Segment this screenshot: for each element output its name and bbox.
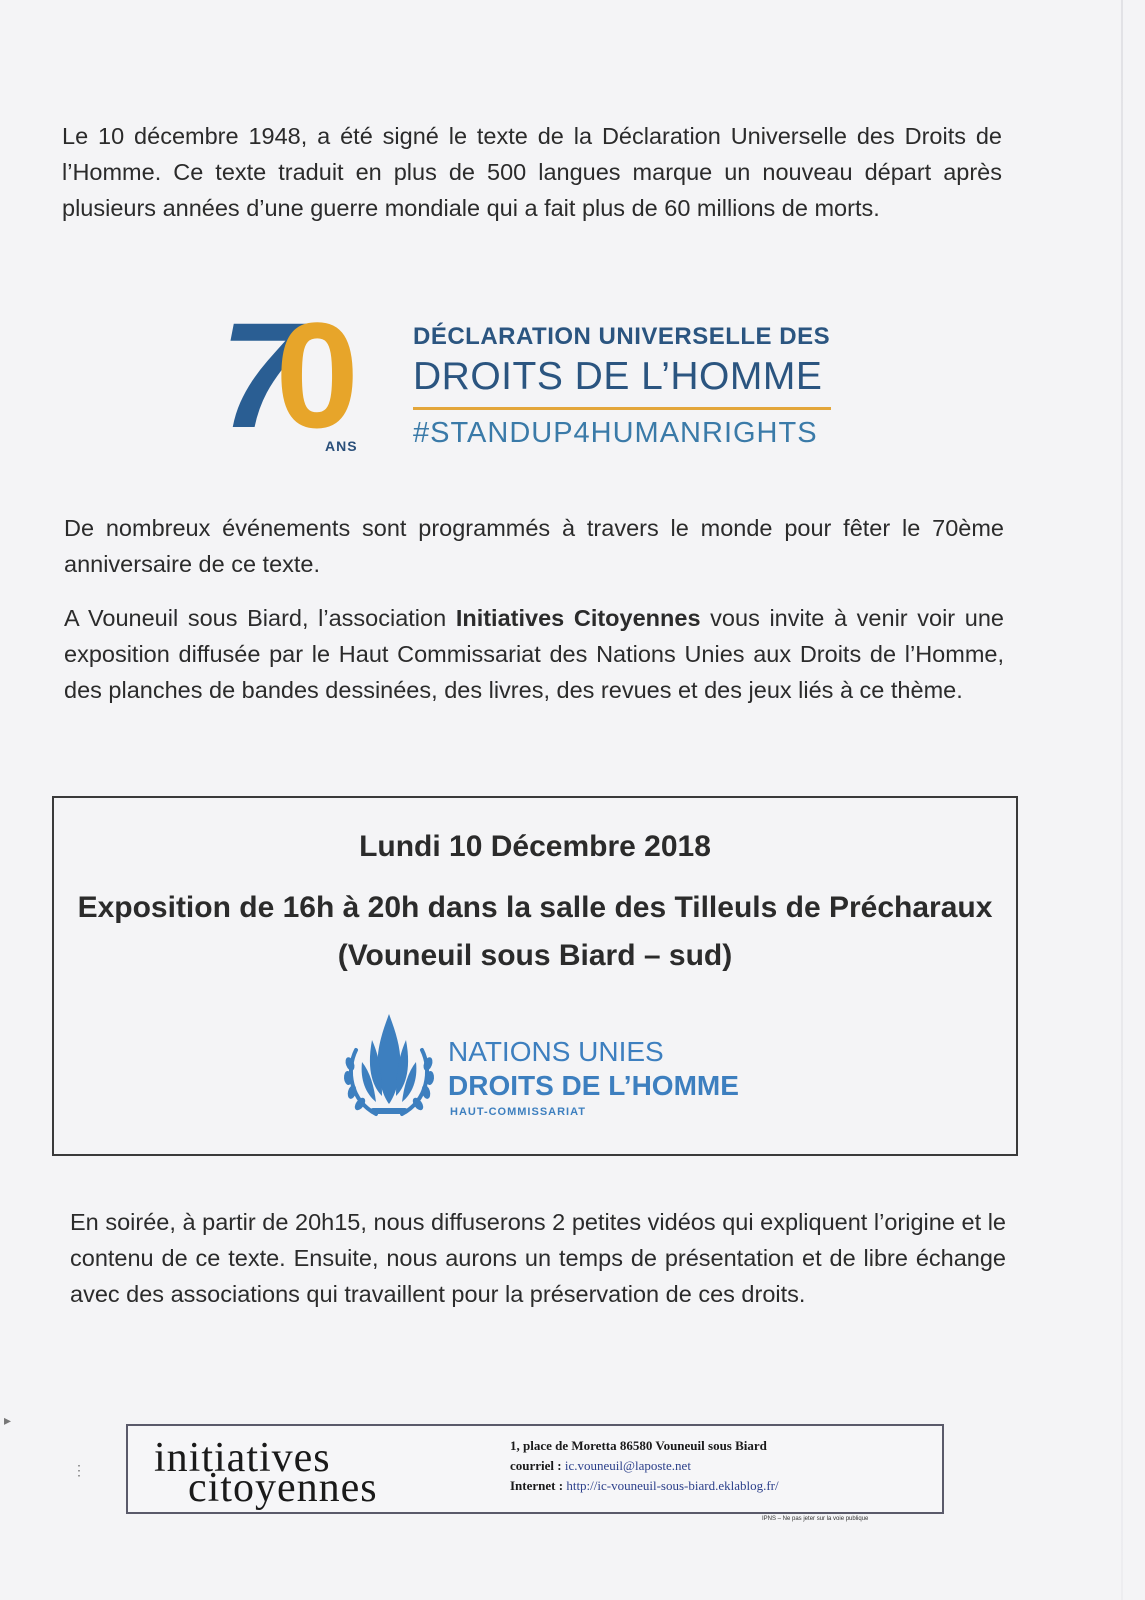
- web-row: [510, 1476, 930, 1496]
- un-human-rights-logo: [336, 1010, 756, 1128]
- event-date: Lundi 10 Décembre 2018: [359, 830, 711, 863]
- web-link[interactable]: http://ic-vouneuil-sous-biard.eklablog.fr/: [566, 1478, 779, 1493]
- un-flame-emblem-icon: [336, 1010, 442, 1128]
- invite-paragraph: [64, 600, 1004, 708]
- event-box: [52, 796, 1018, 1156]
- logo-70-number: [220, 291, 331, 459]
- scan-dots: ⋮: [72, 1462, 86, 1478]
- udhr-70-logo: [220, 291, 850, 465]
- un-logo-line2: DROITS DE L’HOMME: [448, 1070, 739, 1101]
- postal-address: 1, place de Moretta 86580 Vouneuil sous Biard: [510, 1438, 767, 1453]
- events-paragraph: De nombreux événements sont programmés à travers le monde pour fêter le 70ème anniversaire de ce texte.: [64, 515, 1004, 577]
- logo-seven: 7: [220, 291, 276, 459]
- logo-hashtag: #STANDUP4HUMANRIGHTS: [413, 417, 818, 449]
- association-name: Initiatives Citoyennes: [455, 605, 701, 631]
- logo-word-citoyennes: citoyennes: [188, 1465, 378, 1511]
- logo-ans: ANS: [325, 438, 358, 454]
- web-label: Internet :: [510, 1478, 567, 1493]
- contact-block: [510, 1436, 930, 1496]
- logo-line1: DÉCLARATION UNIVERSELLE DES: [413, 323, 831, 350]
- invite-after: vous invite à venir voir une exposition diffusée par le Haut Commissariat des Nations Unies aux Droits de l’Homme, des planches de bandes dessinées, des livres, des revues et des jeux liés à ce thème.: [64, 605, 1004, 703]
- logo-word-initiatives: initiatives: [154, 1435, 331, 1481]
- intro-paragraph: Le 10 décembre 1948, a été signé le texte de la Déclaration Universelle des Droits de l’Homme. Ce texte traduit en plus de 500 langues marque un nouveau départ après plusieurs années d’une guerre mondiale qui a fait plus de 60 millions de morts.: [62, 123, 1002, 221]
- scan-mark: ▸: [4, 1412, 12, 1428]
- un-logo-line1: NATIONS UNIES: [448, 1036, 664, 1067]
- logo-zero: 0: [275, 291, 331, 459]
- disclaimer: IPNS – Ne pas jeter sur la voie publique: [762, 1516, 869, 1522]
- logo-line2: DROITS DE L’HOMME: [413, 355, 823, 398]
- evening-paragraph: En soirée, à partir de 20h15, nous diffuserons 2 petites vidéos qui expliquent l’origine et le contenu de ce texte. Ensuite, nous aurons un temps de présentation et de libre échange avec des associations qui travaillent pour la préservation de ces droits.: [70, 1209, 1006, 1307]
- initiatives-citoyennes-logo: [154, 1435, 454, 1511]
- page-edge: [1121, 0, 1123, 1600]
- footer-box: [126, 1424, 944, 1514]
- email-label: courriel :: [510, 1458, 565, 1473]
- email-link[interactable]: ic.vouneuil@laposte.net: [564, 1458, 691, 1473]
- event-description: Exposition de 16h à 20h dans la salle des Tilleuls de Précharaux (Vouneuil sous Biard – sud): [77, 891, 993, 972]
- logo-rule: [413, 407, 831, 410]
- invite-before: A Vouneuil sous Biard, l’association: [64, 605, 456, 631]
- email-row: [510, 1456, 930, 1476]
- un-logo-line3: HAUT-COMMISSARIAT: [450, 1106, 586, 1118]
